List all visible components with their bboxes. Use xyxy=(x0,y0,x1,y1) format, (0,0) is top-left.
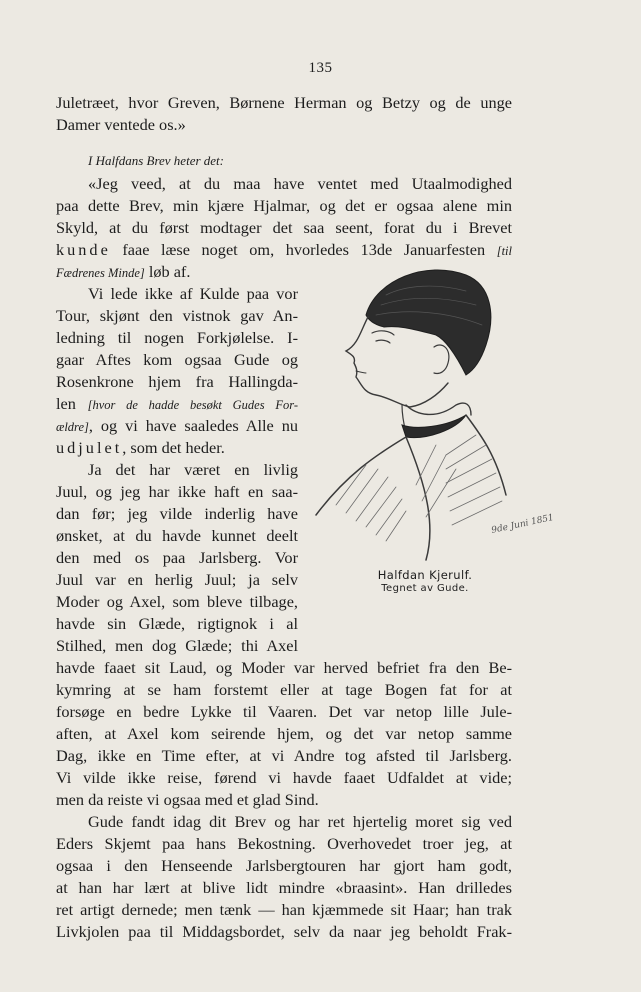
text-line: Eders Skjemt paa hans Bekostning. Overhovedet troer jeg, at xyxy=(56,834,512,853)
ear xyxy=(434,345,449,374)
text-line: havde faaet sit Laud, og Moder var herved befriet fra den Be- xyxy=(56,658,512,677)
text-line: at han har lært at blive lidt mindre «braasint». Han drilledes xyxy=(56,878,512,897)
portrait-caption-credit: Tegnet av Gude. xyxy=(381,583,469,594)
text-run: , som det heder. xyxy=(122,438,225,457)
text-line: men da reiste vi ogsaa med et glad Sind. xyxy=(56,790,319,809)
text-line: kymring at se ham forstemt eller at tage Bogen fat for at xyxy=(56,680,512,699)
page-number: 135 xyxy=(308,60,333,76)
text-line: Vi vilde ikke reise, førend vi havde faaet Udfaldet at vide; xyxy=(56,768,512,787)
text-line: «Jeg veed, at du maa have ventet med Utaalmodighed xyxy=(88,174,512,193)
text-line: Rosenkrone hjem fra Hallingda- xyxy=(56,372,298,391)
text-line: ret artigt dernede; men tænk — han kjæmmede sit Haar; han trak xyxy=(56,900,512,919)
text-line: Ja det har været en livlig xyxy=(88,460,298,479)
text-line: Skyld, at du først modtager det saa seent, forat du i Brevet xyxy=(56,218,512,237)
editorial-note: [hvor de hadde besøkt Gudes For- xyxy=(87,398,298,412)
editorial-note: ældre] xyxy=(56,420,89,434)
text-line: aften, at Axel kom seirende hjem, og det var netop samme xyxy=(56,724,512,743)
portrait-illustration xyxy=(306,255,555,575)
portrait-caption-name: Halfdan Kjerulf. xyxy=(377,568,473,582)
collar xyxy=(406,403,471,415)
cravat xyxy=(402,415,466,438)
text-line: Livkjolen paa til Middagsbordet, selv da naar jeg beholdt Frak- xyxy=(56,922,512,941)
coat-hatching xyxy=(336,435,502,541)
editorial-note: [til xyxy=(496,244,512,258)
text-line: Juul, og jeg har ikke haft en saa- xyxy=(56,482,298,501)
text-line: Juletræet, hvor Greven, Børnene Herman og Betzy og de unge xyxy=(56,93,512,112)
text-run: løb af. xyxy=(144,262,191,281)
text-run: faae læse noget om, hvorledes 13de Januarfesten xyxy=(110,240,497,259)
text-line: paa dette Brev, min kjære Hjalmar, og det er ogsaa alene min xyxy=(56,196,512,215)
text-line: ogsaa i den Henseende Jarlsbergtouren har gjort ham godt, xyxy=(56,856,512,875)
text-line: Tour, skjønt den vistnok gav An- xyxy=(56,306,298,325)
signature-text: 9de Juni 1851 xyxy=(490,512,555,536)
text-run: len xyxy=(56,394,88,413)
text-line: den med os paa Jarlsberg. Vor xyxy=(56,548,298,567)
text-line: Gude fandt idag dit Brev og har ret hjertelig moret sig ved xyxy=(88,812,512,831)
text-line: ledning til nogen Forkjølelse. I- xyxy=(56,328,298,347)
text-line: Moder og Axel, som bleve tilbage, xyxy=(56,592,298,611)
text-line: Stilhed, men dog Glæde; thi Axel xyxy=(56,636,298,655)
text-line xyxy=(56,437,225,459)
text-line: Damer ventede os.» xyxy=(56,115,186,134)
text-line: Dag, ikke en Time efter, at vi Andre tog afsted til Jarlsberg. xyxy=(56,746,512,765)
letter-intro: I Halfdans Brev heter det: xyxy=(88,153,224,168)
text-run: , og vi have saaledes Alle nu xyxy=(88,416,298,435)
text-line: Vi lede ikke af Kulde paa vor xyxy=(88,284,298,303)
editorial-note: Fædrenes Minde] xyxy=(56,266,145,280)
text-line: forsøge en bedre Lykke til Vaaren. Det var netop lille Jule- xyxy=(56,702,512,721)
eye xyxy=(376,340,390,343)
text-line xyxy=(56,415,298,438)
artist-signature xyxy=(491,513,555,536)
text-line xyxy=(56,393,298,416)
text-line: dan før; jeg vilde inderlig have xyxy=(56,504,298,523)
text-line: ønsket, at du havde kunnet deelt xyxy=(56,526,298,545)
brow xyxy=(372,331,394,335)
text-line: gaar Aftes kom ogsaa Gude og xyxy=(56,350,298,369)
text-line xyxy=(56,261,190,284)
text-line: Juul var en herlig Juul; ja selv xyxy=(56,570,298,589)
spaced-word: udjulet xyxy=(56,438,123,457)
spaced-word: kunde xyxy=(56,240,111,259)
text-line: havde sin Glæde, rigtignok i al xyxy=(56,614,298,633)
